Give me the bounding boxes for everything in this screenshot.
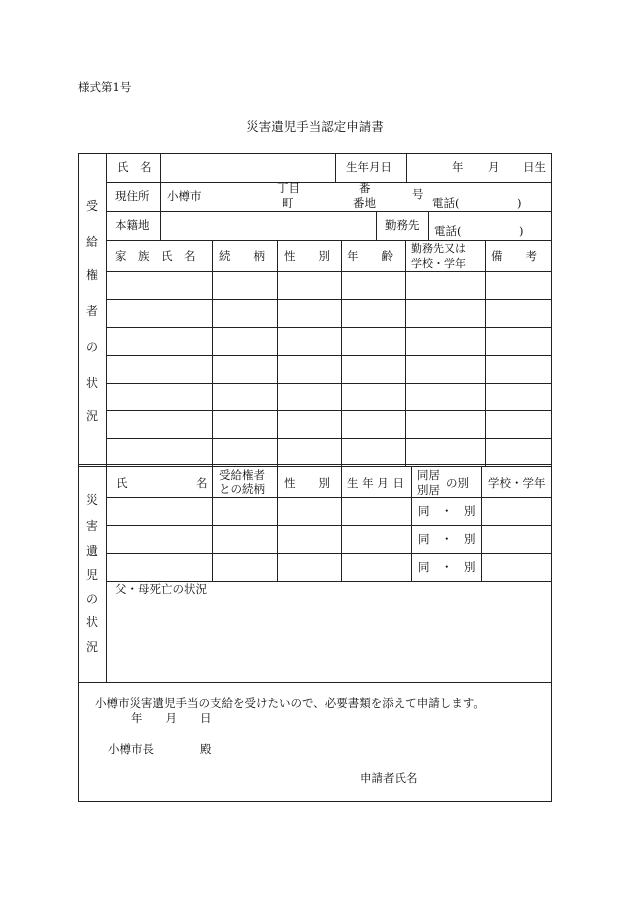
table-row — [106, 438, 552, 439]
address-machi: 町 — [282, 196, 294, 210]
side-char: 受 — [85, 199, 98, 213]
birth-month-unit: 月 — [488, 160, 500, 174]
table-row — [106, 383, 552, 384]
address-go: 号 — [412, 187, 424, 201]
family-header-notes: 備 考 — [491, 249, 537, 263]
orphan-header-relation-1: 受給権者 — [219, 468, 265, 482]
side-char: 権 — [85, 268, 98, 282]
applicant-signature-label: 申請者氏名 — [360, 771, 418, 785]
side-char: の — [85, 340, 98, 354]
workplace-phone: 電話( ) — [434, 224, 524, 238]
family-header-work-2: 学校・学年 — [411, 257, 466, 270]
orphan-header-name2: 名 — [196, 476, 208, 490]
address-phone: 電話( ) — [432, 196, 522, 210]
address-ban: 番 — [359, 181, 371, 195]
domicile-label: 本籍地 — [115, 218, 150, 232]
family-header-relation: 続 柄 — [219, 249, 265, 263]
side-char: 者 — [85, 304, 98, 318]
orphan-header-cohab-3: の別 — [446, 476, 469, 490]
side-char: 災 — [85, 493, 98, 507]
side-char: 状 — [85, 376, 98, 390]
table-row — [106, 327, 552, 328]
side-char: の — [85, 592, 98, 606]
address-label: 現住所 — [115, 189, 150, 203]
address-banchi: 番地 — [353, 196, 376, 210]
workplace-label: 勤務先 — [385, 218, 420, 232]
table-row — [106, 299, 552, 300]
address-city: 小樽市 — [167, 189, 202, 203]
table-row — [106, 525, 552, 526]
orphan-header-birth: 生 年 月 日 — [347, 476, 404, 490]
declaration-date: 年 月 日 — [131, 711, 212, 725]
family-header-age: 年 齢 — [347, 249, 393, 263]
family-header-work-1: 勤務先又は — [411, 242, 466, 255]
orphan-header-cohab-2: 別居 — [417, 483, 440, 497]
orphan-header-name: 氏 — [116, 476, 128, 490]
cohab-choice[interactable]: 同 ・ 別 — [418, 504, 476, 518]
cohab-choice[interactable]: 同 ・ 別 — [418, 532, 476, 546]
orphan-header-school: 学校・学年 — [488, 476, 546, 490]
applicant-name-field[interactable] — [161, 154, 335, 182]
family-header-name: 家 族 氏 名 — [115, 249, 196, 263]
side-char: 況 — [85, 640, 98, 654]
table-row — [106, 553, 552, 554]
form-title: 災害遺児手当認定申請書 — [246, 119, 384, 134]
mayor-address: 小樽市長 殿 — [108, 742, 212, 756]
birth-day-unit: 日生 — [523, 160, 546, 174]
orphan-header-relation-2: との続柄 — [219, 482, 265, 496]
side-char: 児 — [85, 568, 98, 582]
side-char: 害 — [85, 519, 98, 533]
death-status-label: 父・母死亡の状況 — [115, 582, 207, 596]
birth-label: 生年月日 — [346, 160, 392, 174]
cohab-choice[interactable]: 同 ・ 別 — [418, 560, 476, 574]
form-number: 様式第1号 — [78, 80, 132, 94]
side-char: 況 — [85, 409, 98, 423]
family-header-sex: 性 別 — [284, 249, 330, 263]
side-char: 遺 — [85, 544, 98, 558]
side-char: 給 — [85, 235, 98, 249]
declaration-text: 小樽市災害遺児手当の支給を受けたいので、必要書類を添えて申請します。 — [95, 696, 485, 710]
birth-year-unit: 年 — [452, 160, 464, 174]
orphan-header-sex: 性 別 — [284, 476, 330, 490]
orphan-header-cohab-1: 同居 — [417, 468, 440, 482]
name-label: 氏 名 — [117, 160, 152, 174]
table-row — [106, 355, 552, 356]
table-row — [106, 410, 552, 411]
side-char: 状 — [85, 615, 98, 629]
address-chome: 丁目 — [277, 181, 300, 195]
